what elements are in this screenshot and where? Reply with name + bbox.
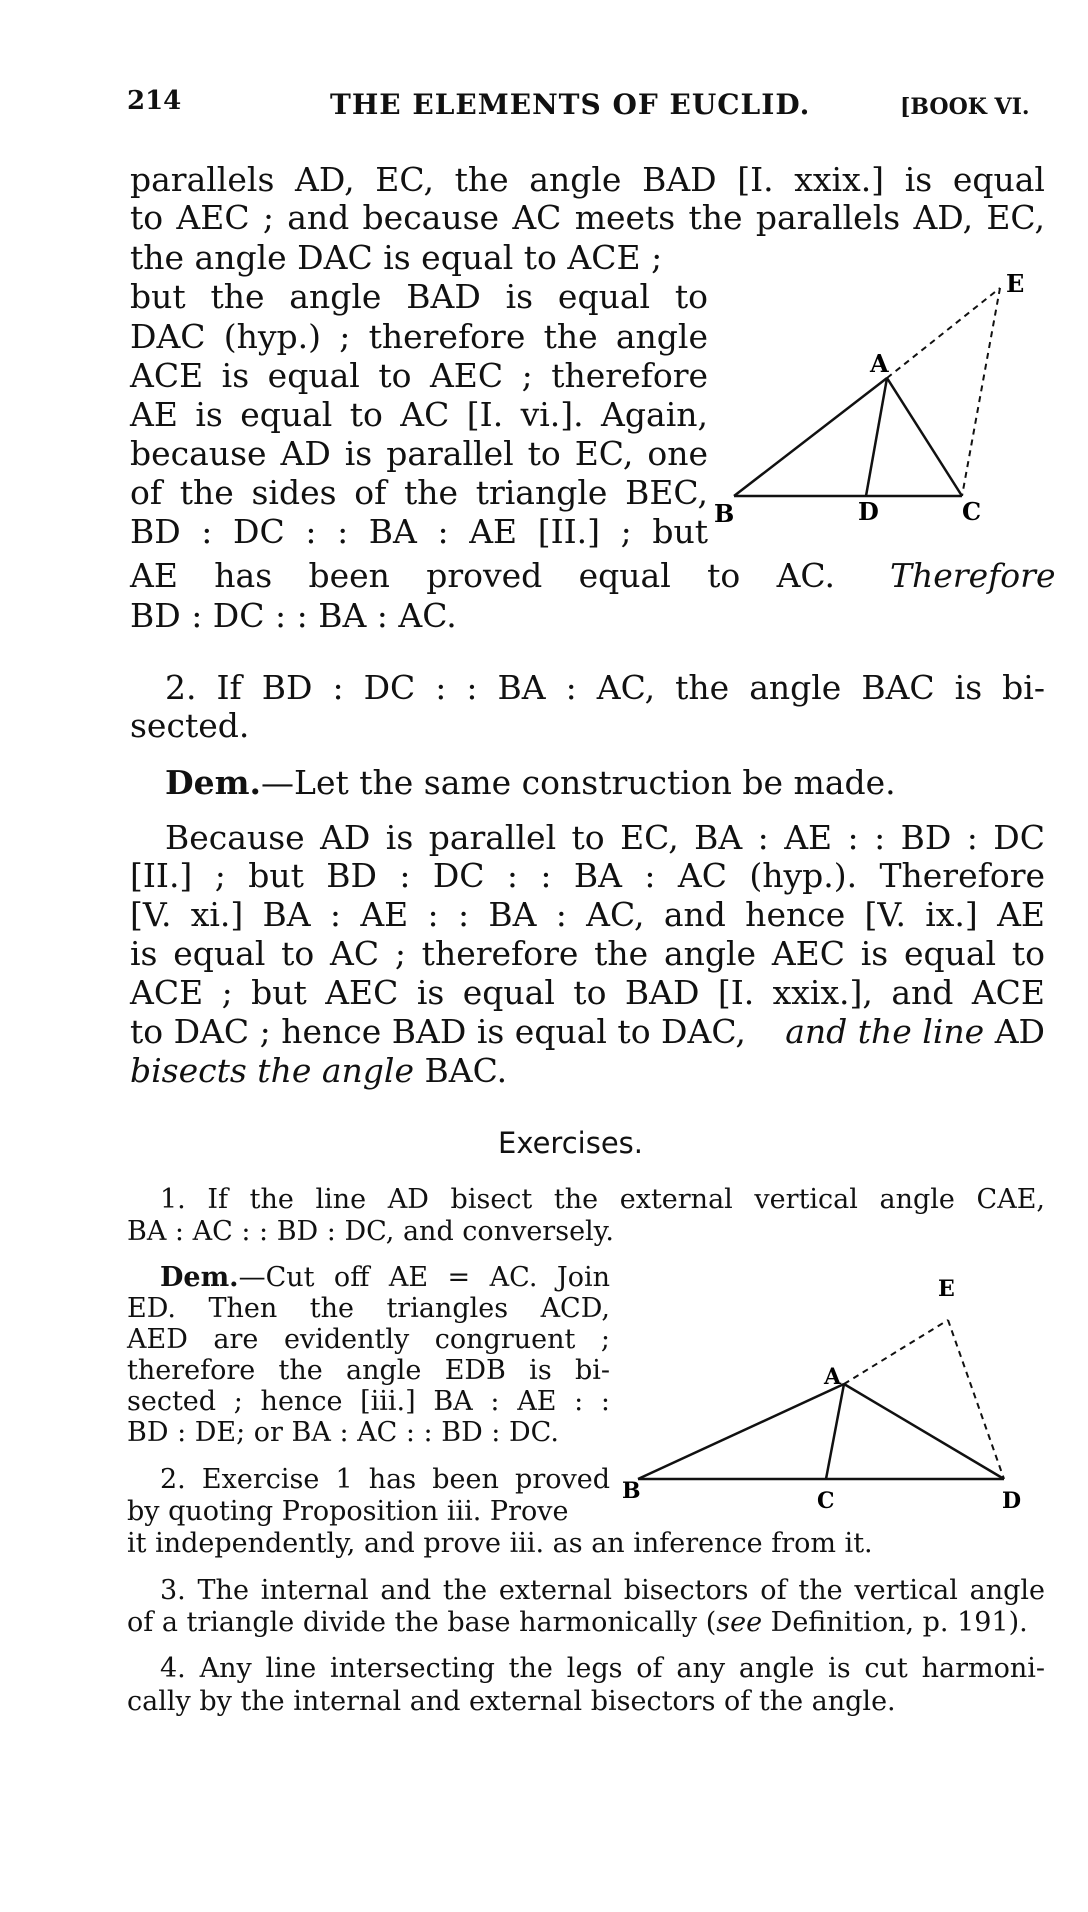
proof1-line-12: BD : DC : : BA : AC. xyxy=(130,596,457,635)
fig1-label-c: C xyxy=(962,497,982,526)
part2-statement-1: 2. If BD : DC : : BA : AC, the angle BAC is bi- xyxy=(165,668,1045,707)
part2-line-6 xyxy=(130,1012,1045,1051)
conclusion-italic-1: and the line xyxy=(785,1012,985,1051)
ex1-line-2: BA : AC : : BD : DC, and conversely. xyxy=(127,1216,614,1247)
running-title: THE ELEMENTS OF EUCLID. xyxy=(330,88,811,121)
fig1-line-ad xyxy=(866,378,887,496)
proof1-line-11: AE has been proved equal to AC. xyxy=(130,556,835,595)
fig2-line-ae-dotted xyxy=(844,1320,948,1384)
ex1-dem-line-5: sected ; hence [iii.] BA : AE : : xyxy=(127,1386,610,1417)
fig2-label-a: A xyxy=(824,1364,842,1390)
fig1-label-b: B xyxy=(714,499,735,528)
ex3-line-2-end: Definition, p. 191). xyxy=(762,1607,1028,1638)
proof1-line-7: AE is equal to AC [I. vi.]. Again, xyxy=(130,395,708,434)
ex2-line-1: 2. Exercise 1 has been proved xyxy=(160,1464,610,1495)
fig2-label-b: B xyxy=(622,1478,641,1504)
part2-line-7 xyxy=(130,1051,507,1090)
part2-statement-2: sected. xyxy=(130,706,250,745)
fig1-label-e: E xyxy=(1006,269,1025,298)
proof1-line-8: because AD is parallel to EC, one xyxy=(130,434,708,473)
proof1-line-4: but the angle BAD is equal to xyxy=(130,277,708,316)
ex1-dem-line-2: ED. Then the triangles ACD, xyxy=(127,1293,610,1324)
fig2-label-d: D xyxy=(1002,1488,1022,1514)
ex1-line-1: 1. If the line AD bisect the external vertical angle CAE, xyxy=(160,1184,1045,1215)
ex1-dem-line-4: therefore the angle EDB is bi- xyxy=(127,1355,610,1386)
part2-line-3: [V. xi.] BA : AE : : BA : AC, and hence [V. ix.] AE xyxy=(130,895,1045,934)
dem-label: Dem. xyxy=(165,763,262,802)
proof1-line-5: DAC (hyp.) ; therefore the angle xyxy=(130,317,708,356)
ex1-dem-line-1 xyxy=(160,1262,610,1293)
fig1-label-d: D xyxy=(858,497,879,526)
figure-2 xyxy=(618,1262,1038,1527)
fig2-line-ba xyxy=(638,1384,844,1479)
conclusion-italic-2: bisects the angle xyxy=(130,1051,414,1090)
part2-line-5: ACE ; but AEC is equal to BAD [I. xxix.], and ACE xyxy=(130,973,1045,1012)
proof1-line-6: ACE is equal to AEC ; therefore xyxy=(130,356,708,395)
ex3-line-1: 3. The internal and the external bisectors of the vertical angle xyxy=(160,1575,1045,1606)
ex2-line-2: by quoting Proposition iii. Prove xyxy=(127,1496,569,1527)
ex3-see: see xyxy=(716,1607,763,1638)
fig1-line-ec-dotted xyxy=(962,288,1000,496)
fig2-label-e: E xyxy=(938,1276,955,1302)
conclusion-end-2: BAC. xyxy=(424,1051,508,1090)
ex2-line-3: it independently, and prove iii. as an inference from it. xyxy=(127,1528,873,1559)
proof1-line-9: of the sides of the triangle BEC, xyxy=(130,473,708,512)
proof1-line-2: to AEC ; and because AC meets the parallels AD, EC, xyxy=(130,198,1045,237)
fig1-line-ba xyxy=(734,378,887,496)
ex1-dem-line-3: AED are evidently congruent ; xyxy=(127,1324,610,1355)
conclusion-part-1 xyxy=(785,1012,1045,1051)
page-number: 214 xyxy=(127,86,182,116)
ex1-dem-label: Dem. xyxy=(160,1262,239,1293)
book-label: [BOOK VI. xyxy=(900,94,1030,120)
exercises-heading: Exercises. xyxy=(498,1126,643,1160)
ex4-line-2: cally by the internal and external bisectors of the angle. xyxy=(127,1686,896,1717)
fig2-line-ac xyxy=(826,1384,844,1479)
fig1-line-ac xyxy=(887,378,962,496)
proof1-line-1: parallels AD, EC, the angle BAD [I. xxix.] is equal xyxy=(130,160,1045,199)
ex3-line-2 xyxy=(127,1607,1028,1638)
ex3-line-2-start: of a triangle divide the base harmonically ( xyxy=(127,1607,717,1638)
fig2-label-c: C xyxy=(817,1488,835,1514)
fig1-line-ae-dotted xyxy=(887,288,1000,378)
part2-dem xyxy=(165,763,896,802)
proof1-line-3: the angle DAC is equal to ACE ; xyxy=(130,238,663,277)
therefore-italic: Therefore xyxy=(890,556,1056,595)
part2-line-2: [II.] ; but BD : DC : : BA : AC (hyp.). Therefore xyxy=(130,856,1045,895)
figure-1 xyxy=(712,268,1052,538)
part2-line-4: is equal to AC ; therefore the angle AEC is equal to xyxy=(130,934,1045,973)
proof1-line-10: BD : DC : : BA : AE [II.] ; but xyxy=(130,512,708,551)
dem-text: —Let the same construction be made. xyxy=(261,763,896,802)
fig2-line-ad xyxy=(844,1384,1004,1479)
ex1-dem-text-1: —Cut off AE = AC. Join xyxy=(238,1262,610,1293)
fig2-line-ed-dotted xyxy=(948,1320,1004,1479)
ex1-dem-line-6: BD : DE; or BA : AC : : BD : DC. xyxy=(127,1417,559,1448)
conclusion-end-1: AD xyxy=(994,1012,1045,1051)
part2-line-6-text: to DAC ; hence BAD is equal to DAC, xyxy=(130,1012,746,1051)
ex4-line-1: 4. Any line intersecting the legs of any angle is cut harmoni- xyxy=(160,1653,1045,1684)
part2-line-1: Because AD is parallel to EC, BA : AE : : BD : DC xyxy=(165,818,1045,857)
fig1-label-a: A xyxy=(870,349,889,378)
